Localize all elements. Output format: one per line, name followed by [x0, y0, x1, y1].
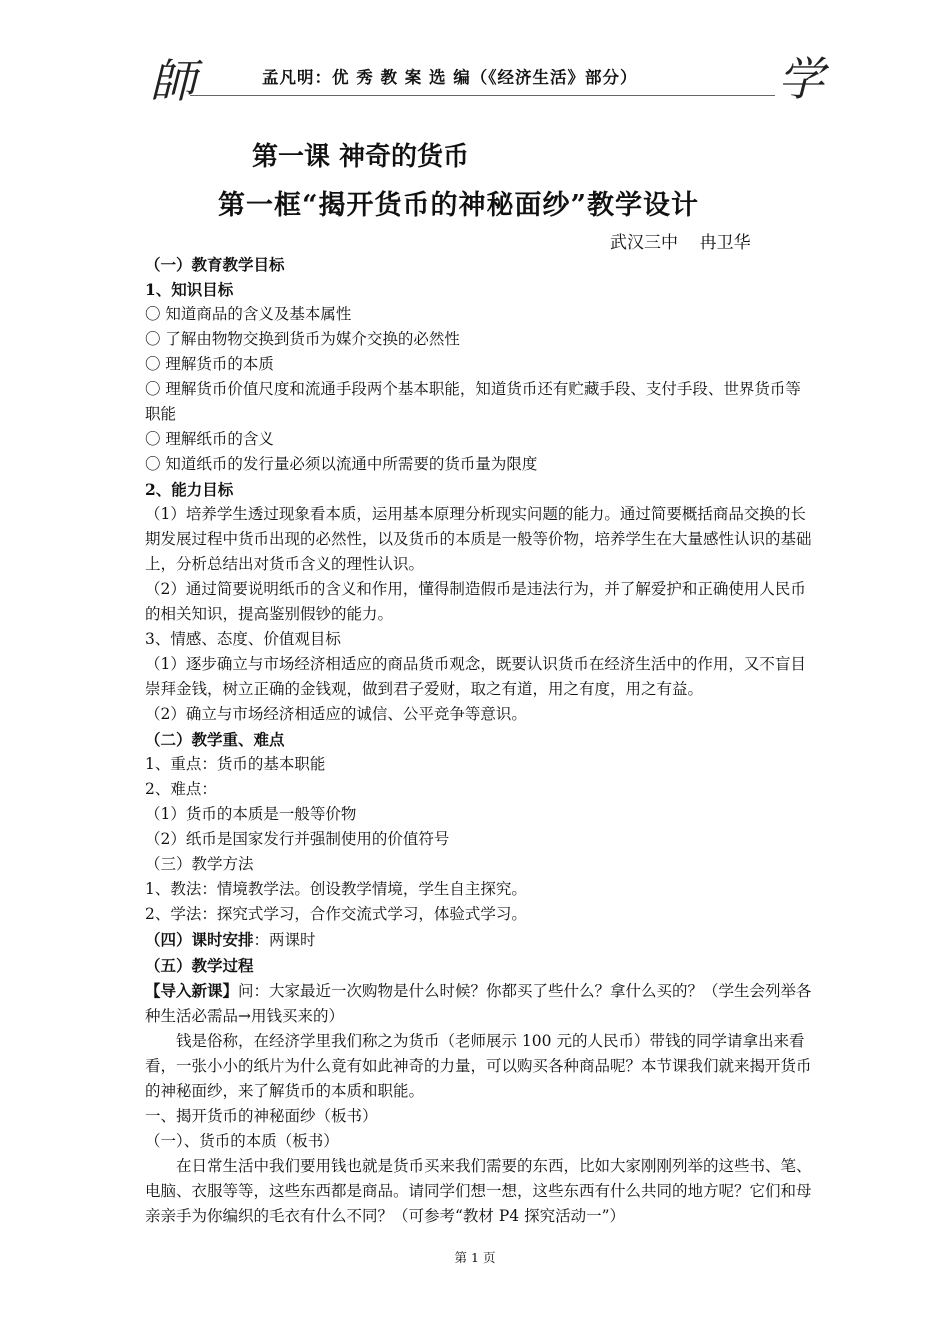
- page-number: 第 1 页: [454, 1250, 496, 1265]
- frame-title: 第一框“揭开货币的神秘面纱”教学设计: [218, 190, 700, 221]
- header-logo-right: 学: [778, 52, 824, 106]
- list-item: 〇 理解货币价值尺度和流通手段两个基本职能，知道货币还有贮藏手段、支付手段、世界货币等职能: [145, 380, 801, 423]
- list-item: 〇 知道商品的含义及基本属性: [145, 305, 352, 323]
- paragraph: 一、揭开货币的神秘面纱（板书）: [145, 1107, 378, 1125]
- lesson-title: 第一课 神奇的货币: [252, 142, 470, 172]
- list-item: 〇 理解货币的本质: [145, 355, 274, 373]
- paragraph: （1）培养学生透过现象看本质，运用基本原理分析现实问题的能力。通过简要概括商品交换的长期发展过程中货币出现的必然性，以及货币的本质是一般等价物，培养学生在大量感性认识的基础上，分析总结出对货币含义的理性认识。: [145, 505, 812, 573]
- section-heading: （二）教学重、难点: [145, 730, 285, 749]
- document-body: [145, 252, 815, 1229]
- paragraph: （1）货币的本质是一般等价物: [145, 805, 357, 823]
- list-item: 〇 知道纸币的发行量必须以流通中所需要的货币量为限度: [145, 455, 538, 473]
- intro-text: 问：大家最近一次购物是什么时候？你都买了些什么？拿什么买的？（学生会列举各种生活必需品→用钱买来的）: [145, 982, 812, 1025]
- paragraph: 钱是俗称，在经济学里我们称之为货币（老师展示 100 元的人民币）带钱的同学请拿出来看看，一张小小的纸片为什么竟有如此神奇的力量，可以购买各种商品呢？本节课我们就来揭开货币的神秘面纱，来了解货币的本质和职能。: [145, 1032, 812, 1100]
- header-logo-left: 師: [150, 54, 196, 108]
- subsection-heading: 3、情感、态度、价值观目标: [145, 630, 341, 648]
- section-heading-schedule: [145, 927, 815, 953]
- header-rule: [190, 95, 775, 96]
- paragraph: 2、学法：探究式学习，合作交流式学习，体验式学习。: [145, 905, 527, 923]
- paragraph: （一）、货币的本质（板书）: [145, 1132, 339, 1150]
- paragraph: （2）确立与市场经济相适应的诚信、公平竞争等意识。: [145, 705, 527, 723]
- section-heading: （三）教学方法: [145, 855, 254, 873]
- paragraph: 在日常生活中我们要用钱也就是货币买来我们需要的东西，比如大家刚刚列举的这些书、笔、电脑、衣服等等，这些东西都是商品。请同学们想一想，这些东西有什么共同的地方呢？它们和母亲亲手为你编织的毛衣有什么不同？（可参考“教材 P4 探究活动一”）: [145, 1157, 812, 1225]
- subsection-heading: 1、知识目标: [145, 280, 234, 299]
- intro-paragraph: [145, 978, 815, 1029]
- list-item: 〇 理解纸币的含义: [145, 430, 274, 448]
- header-title: 孟凡明：优 秀 教 案 选 编（《经济生活》部分）: [262, 68, 638, 87]
- paragraph: 1、教法：情境教学法。创设教学情境，学生自主探究。: [145, 880, 527, 898]
- paragraph: （2）通过简要说明纸币的含义和作用，懂得制造假币是违法行为，并了解爱护和正确使用人民币的相关知识，提高鉴别假钞的能力。: [145, 580, 806, 623]
- section-heading: （一）教育教学目标: [145, 255, 285, 274]
- subsection-heading: 2、能力目标: [145, 480, 234, 499]
- paragraph: （1）逐步确立与市场经济相适应的商品货币观念，既要认识货币在经济生活中的作用，又不盲目崇拜金钱，树立正确的金钱观，做到君子爱财，取之有道，用之有度，用之有益。: [145, 655, 806, 698]
- schedule-label: （四）课时安排: [145, 930, 254, 949]
- paragraph: 1、重点：货币的基本职能: [145, 755, 326, 773]
- list-item: 〇 了解由物物交换到货币为媒介交换的必然性: [145, 330, 460, 348]
- schedule-value: ：两课时: [253, 931, 316, 949]
- author-line: 武汉三中 冉卫华: [610, 233, 751, 253]
- paragraph: （2）纸币是国家发行并强制使用的价值符号: [145, 830, 450, 848]
- section-heading: （五）教学过程: [145, 956, 254, 975]
- paragraph: 2、难点：: [145, 780, 217, 798]
- intro-label: 【导入新课】: [145, 981, 239, 1000]
